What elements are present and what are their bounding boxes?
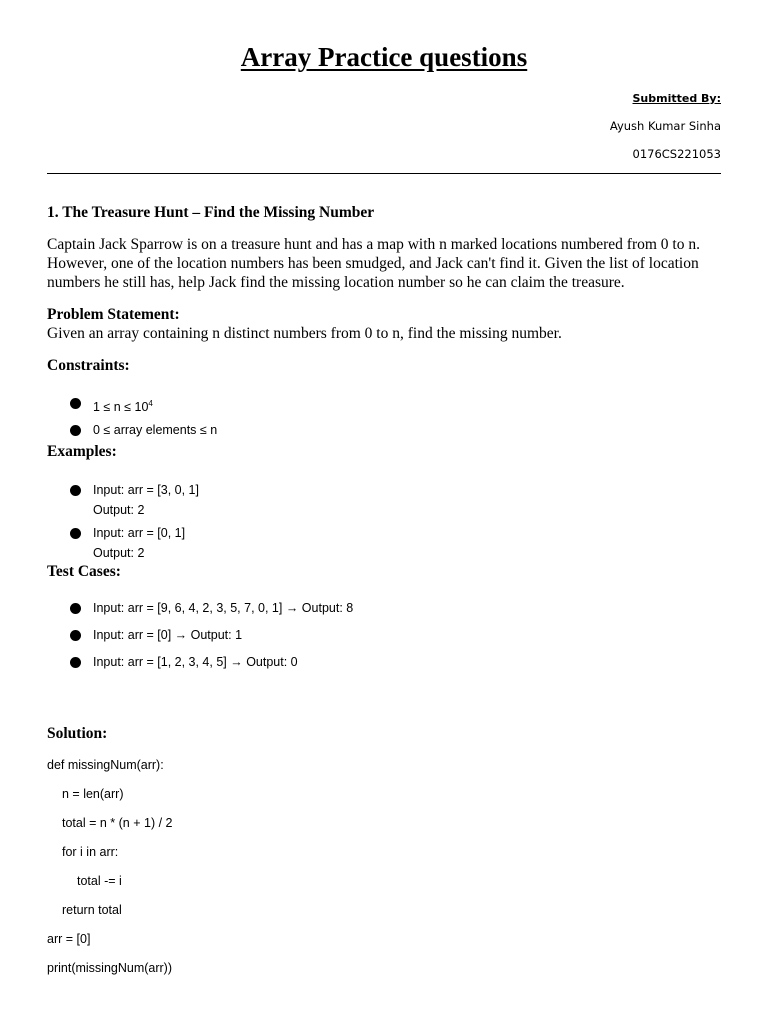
examples-label: Examples:: [47, 443, 117, 460]
bullet-icon: [70, 630, 81, 641]
problem-statement-text: Given an array containing n distinct numbers from 0 to n, find the missing number.: [47, 325, 562, 342]
code-line: total = n * (n + 1) / 2: [62, 816, 173, 830]
code-line: for i in arr:: [62, 845, 119, 859]
test-case-text: Input: arr = [0] → Output: 1: [93, 628, 243, 642]
example-output: Output: 2: [93, 503, 145, 517]
code-line: total -= i: [77, 874, 122, 888]
submitted-by-label: Submitted By:: [632, 92, 721, 105]
constraints-label: Constraints:: [47, 357, 130, 374]
bullet-icon: [70, 425, 81, 436]
question-story: Captain Jack Sparrow is on a treasure hunt and has a map with n marked locations numbered from 0 to n. However, one of the location numbers has been smudged, and Jack can't find it. Given the list of location numbers he still has, help Jack find the missing location number so he can claim the treasure.: [47, 236, 700, 291]
author-name: Ayush Kumar Sinha: [609, 119, 721, 133]
test-case-text: Input: arr = [9, 6, 4, 2, 3, 5, 7, 0, 1] → Output: 8: [93, 601, 354, 615]
bullet-icon: [70, 398, 81, 409]
question-heading: 1. The Treasure Hunt – Find the Missing Number: [47, 204, 375, 221]
code-line: n = len(arr): [62, 787, 124, 801]
roll-number: 0176CS221053: [632, 147, 721, 161]
bullet-icon: [70, 657, 81, 668]
constraint-text: $1 \le n \le 10^4$: [93, 399, 153, 415]
code-line: return total: [62, 903, 122, 917]
example-input: Input: arr = [0, 1]: [93, 526, 186, 540]
constraint-text: 0 ≤ array elements ≤ n: [93, 423, 218, 437]
divider-line: [47, 173, 721, 174]
example-output: Output: 2: [93, 546, 145, 560]
code-line: arr = [0]: [47, 932, 91, 946]
bullet-icon: [70, 528, 81, 539]
problem-statement-label: Problem Statement:: [47, 306, 180, 323]
example-input: Input: arr = [3, 0, 1]: [93, 483, 199, 497]
test-case-text: Input: arr = [1, 2, 3, 4, 5] → Output: 0: [93, 655, 298, 669]
code-line: def missingNum(arr):: [47, 758, 164, 772]
solution-label: Solution:: [47, 725, 108, 742]
document-title: Array Practice questions: [240, 42, 528, 72]
test-cases-label: Test Cases:: [47, 563, 121, 580]
code-line: print(missingNum(arr)): [47, 961, 173, 975]
bullet-icon: [70, 485, 81, 496]
bullet-icon: [70, 603, 81, 614]
